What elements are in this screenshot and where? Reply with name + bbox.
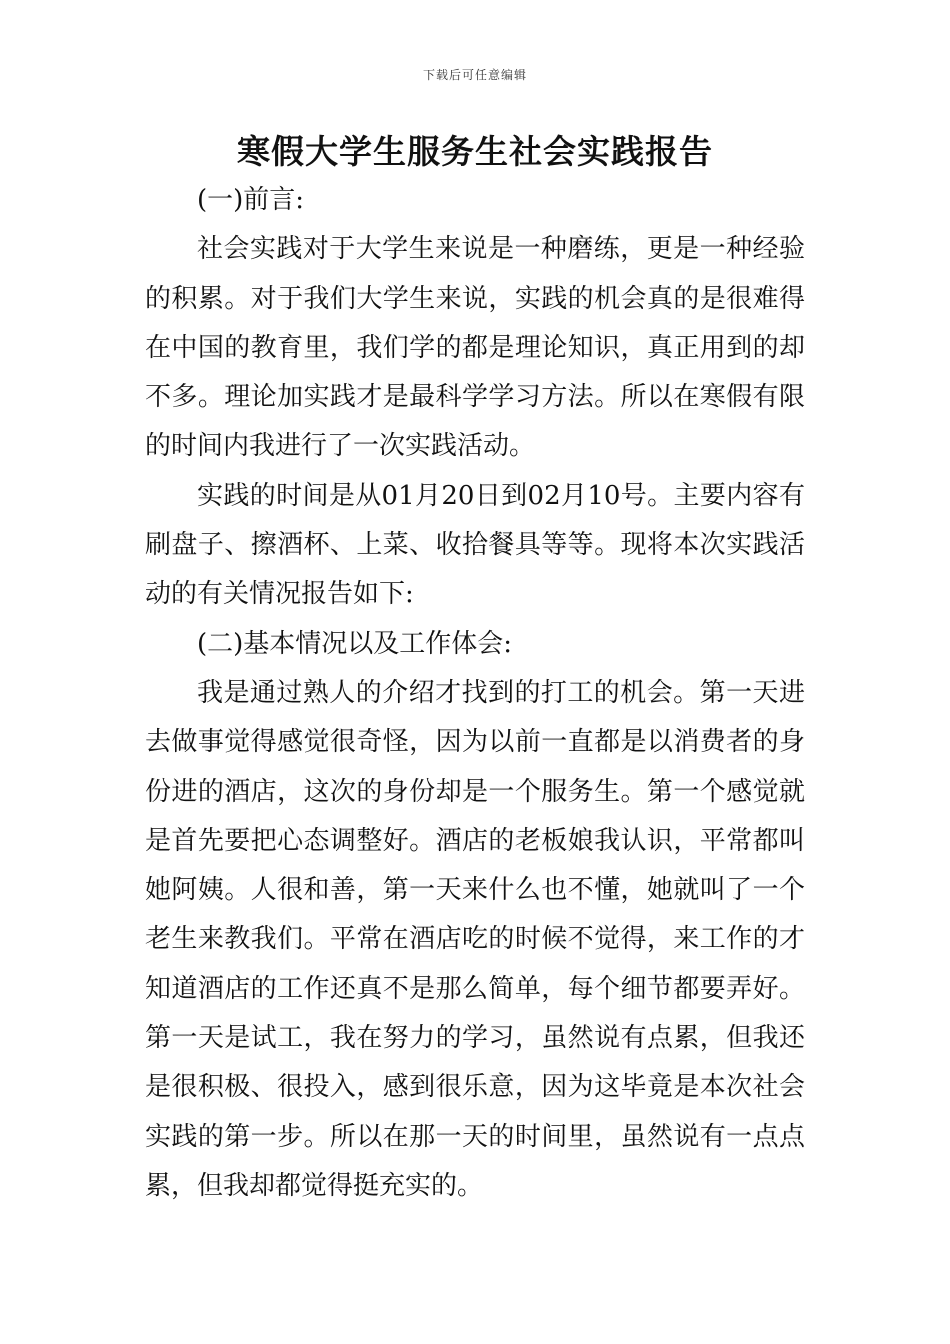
header-note: 下载后可任意编辑 [422, 68, 527, 82]
document-title: 寒假大学生服务生社会实践报告 [237, 132, 713, 171]
document-body [145, 176, 805, 1211]
paragraph: 我是通过熟人的介绍才找到的打工的机会。第一天进去做事觉得感觉很奇怪，因为以前一直都是以消费者的身份进的酒店，这次的身份却是一个服务生。第一个感觉就是首先要把心态调整好。酒店的老板娘我认识，平常都叫她阿姨。人很和善，第一天来什么也不懂，她就叫了一个老生来教我们。平常在酒店吃的时候不觉得，来工作的才知道酒店的工作还真不是那么简单，每个细节都要弄好。第一天是试工，我在努力的学习，虽然说有点累，但我还是很积极、很投入，感到很乐意，因为这毕竟是本次社会实践的第一步。所以在那一天的时间里，虽然说有一点点累，但我却都觉得挺充实的。 [145, 677, 805, 1201]
paragraph: 实践的时间是从01月20日到02月10号。主要内容有刷盘子、擦酒杯、上菜、收拾餐具等等。现将本次实践活动的有关情况报告如下: [145, 480, 805, 610]
section-heading-preface: (一)前言: [197, 185, 305, 215]
paragraph: 社会实践对于大学生来说是一种磨练，更是一种经验的积累。对于我们大学生来说，实践的机会真的是很难得在中国的教育里，我们学的都是理论知识，真正用到的却不多。理论加实践才是最科学学习方法。所以在寒假有限的时间内我进行了一次实践活动。 [145, 234, 805, 462]
section-heading-basic-situation: (二)基本情况以及工作体会: [197, 628, 513, 659]
